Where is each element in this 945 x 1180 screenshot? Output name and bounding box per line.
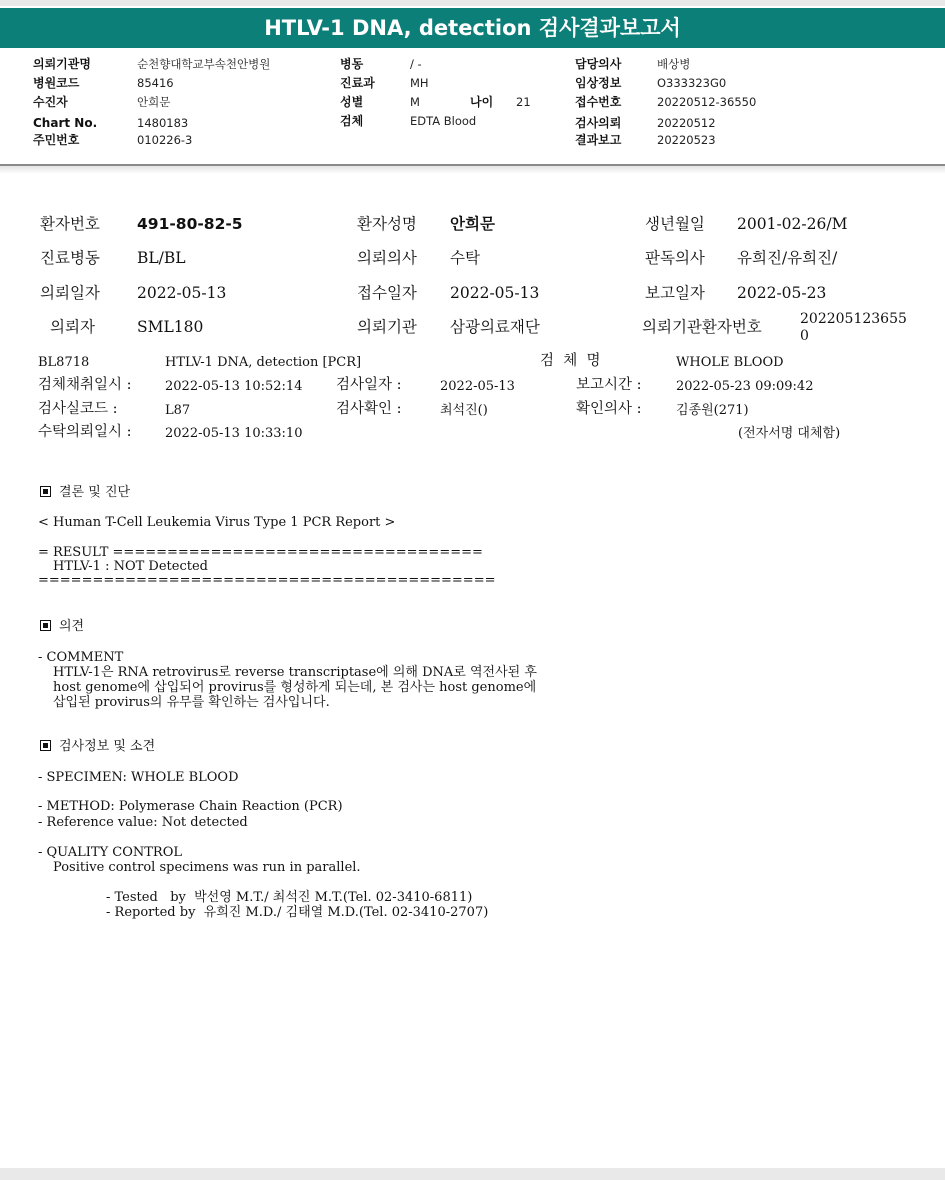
header-value-institution: 순천향대학교부속천안병원 — [137, 57, 271, 71]
header-value-hospital-code: 85416 — [137, 76, 174, 90]
confirm-value: 최석진() — [440, 403, 488, 418]
confirm-label: 검사확인 : — [336, 401, 402, 417]
testdate-value: 2022-05-13 — [440, 379, 515, 394]
section-bullet-icon — [40, 740, 51, 751]
header-value-department: MH — [410, 76, 429, 90]
header-value-resident-no: 010226-3 — [137, 133, 193, 147]
top-border — [0, 0, 945, 6]
result-value: HTLV-1 : NOT Detected — [53, 559, 208, 574]
header-label-specimen: 검체 — [340, 114, 364, 128]
header-value-test-request: 20220512 — [657, 116, 716, 130]
patient-label-requesting-doctor: 의뢰의사 — [357, 249, 417, 267]
report-time-value: 2022-05-23 09:09:42 — [676, 379, 814, 394]
patient-label-number: 환자번호 — [40, 215, 100, 233]
info-section-title — [40, 739, 155, 754]
section-bullet-icon — [40, 620, 51, 631]
header-value-ward: / - — [410, 57, 422, 71]
comment-line-1: HTLV-1은 RNA retrovirus로 reverse transcriptase에 의해 DNA로 역전사된 후 — [53, 665, 537, 680]
method-line: - METHOD: Polymerase Chain Reaction (PCR) — [38, 799, 343, 814]
opinion-section-title — [40, 619, 84, 634]
patient-label-receipt-date: 접수일자 — [357, 284, 417, 302]
patient-value-birthdate: 2001-02-26/M — [737, 215, 848, 233]
labcode-value: L87 — [165, 403, 191, 418]
reference-line: - Reference value: Not detected — [38, 815, 248, 830]
patient-value-requesting-institution: 삼광의료재단 — [450, 318, 540, 336]
header-value-clinical-info: O333323G0 — [657, 76, 727, 90]
testdate-label: 검사일자 : — [336, 377, 402, 393]
result-line: = RESULT ================================== — [38, 545, 483, 560]
header-value-doctor: 배상병 — [657, 57, 691, 71]
specimen-label: 검 체 명 — [540, 353, 601, 369]
result-end-line: ========================================== — [38, 573, 496, 588]
patient-value-report-date: 2022-05-23 — [737, 284, 827, 302]
patient-value-request-date: 2022-05-13 — [137, 284, 227, 302]
patient-value-requester: SML180 — [137, 318, 204, 336]
opinion-title-text: 의견 — [59, 619, 85, 634]
patient-label-ward: 진료병동 — [40, 249, 100, 267]
qc-line: Positive control specimens was run in parallel. — [53, 860, 361, 875]
patient-label-name: 환자성명 — [357, 215, 417, 233]
patient-label-institution-patient-no: 의뢰기관환자번호 — [642, 318, 762, 336]
report-title: HTLV-1 DNA, detection 검사결과보고서 — [0, 8, 945, 48]
report-heading: < Human T-Cell Leukemia Virus Type 1 PCR Report > — [38, 515, 396, 530]
header-label-doctor: 담당의사 — [575, 57, 622, 71]
confirm-doctor-label: 확인의사 : — [576, 401, 642, 417]
info-title-text: 검사정보 및 소견 — [59, 739, 156, 754]
patient-value-ward: BL/BL — [137, 249, 186, 267]
specimen-value: WHOLE BLOOD — [676, 355, 784, 370]
header-value-specimen: EDTA Blood — [410, 114, 477, 128]
header-label-resident-no: 주민번호 — [33, 133, 80, 147]
header-value-age: 21 — [516, 95, 531, 109]
header-label-ward: 병동 — [340, 57, 364, 71]
section-bullet-icon — [40, 486, 51, 497]
patient-value-requesting-doctor: 수탁 — [450, 249, 480, 267]
comment-line-2: host genome에 삽입되어 provirus를 형성하게 되는데, 본 검사는 host genome에 — [53, 680, 537, 695]
patient-label-request-date: 의뢰일자 — [40, 284, 100, 302]
report-time-label: 보고시간 : — [576, 377, 642, 393]
header-value-result-report: 20220523 — [657, 133, 716, 147]
comment-heading: - COMMENT — [38, 650, 124, 665]
test-name: HTLV-1 DNA, detection [PCR] — [165, 355, 362, 370]
header-label-chart-no: Chart No. — [33, 116, 98, 130]
specimen-line: - SPECIMEN: WHOLE BLOOD — [38, 770, 239, 785]
reported-by-line: - Reported by 유희진 M.D./ 김태열 M.D.(Tel. 02-3410-2707) — [106, 905, 489, 920]
header-label-clinical-info: 임상정보 — [575, 76, 622, 90]
patient-label-birthdate: 생년월일 — [645, 215, 705, 233]
header-label-result-report: 결과보고 — [575, 133, 622, 147]
patient-value-institution-patient-no: 202205123655 — [800, 311, 907, 327]
collect-value: 2022-05-13 10:52:14 — [165, 379, 303, 394]
signature-note: (전자서명 대체함) — [738, 426, 841, 441]
header-label-sex: 성별 — [340, 95, 364, 109]
patient-value-receipt-date: 2022-05-13 — [450, 284, 540, 302]
header-label-institution: 의뢰기관명 — [33, 57, 91, 71]
header-label-hospital-code: 병원코드 — [33, 76, 80, 90]
bottom-bar — [0, 1168, 945, 1180]
patient-value-name: 안희문 — [450, 215, 495, 233]
patient-value-number: 491-80-82-5 — [137, 215, 243, 233]
header-shadow — [0, 166, 945, 174]
header-value-receipt-no: 20220512-36550 — [657, 95, 757, 109]
patient-label-report-date: 보고일자 — [645, 284, 705, 302]
patient-label-requester: 의뢰자 — [50, 318, 95, 336]
header-label-examinee: 수진자 — [33, 95, 68, 109]
patient-value-reading-doctor: 유희진/유희진/ — [737, 249, 838, 267]
header-label-receipt-no: 접수번호 — [575, 95, 622, 109]
conclusion-title-text: 결론 및 진단 — [59, 485, 131, 500]
comment-line-3: 삽입된 provirus의 유무를 확인하는 검사입니다. — [53, 695, 330, 710]
header-label-department: 진료과 — [340, 76, 375, 90]
patient-label-reading-doctor: 판독의사 — [645, 249, 705, 267]
tested-by-line: - Tested by 박선영 M.T./ 최석진 M.T.(Tel. 02-3410-6811) — [106, 890, 473, 905]
conclusion-section-title — [40, 485, 130, 500]
header-label-test-request: 검사의뢰 — [575, 116, 622, 130]
header-label-age: 나이 — [470, 95, 494, 109]
patient-value-institution-patient-no-cont: 0 — [800, 328, 809, 344]
test-code: BL8718 — [38, 355, 90, 370]
header-value-chart-no: 1480183 — [137, 116, 189, 130]
qc-heading: - QUALITY CONTROL — [38, 845, 183, 860]
header-value-examinee: 안희문 — [137, 95, 171, 109]
collect-label: 검체채취일시 : — [38, 377, 132, 393]
confirm-doctor-value: 김종원(271) — [676, 403, 749, 418]
request-datetime-value: 2022-05-13 10:33:10 — [165, 426, 303, 441]
labcode-label: 검사실코드 : — [38, 401, 118, 417]
patient-label-requesting-institution: 의뢰기관 — [357, 318, 417, 336]
header-value-sex: M — [410, 95, 420, 109]
request-datetime-label: 수탁의뢰일시 : — [38, 424, 132, 440]
